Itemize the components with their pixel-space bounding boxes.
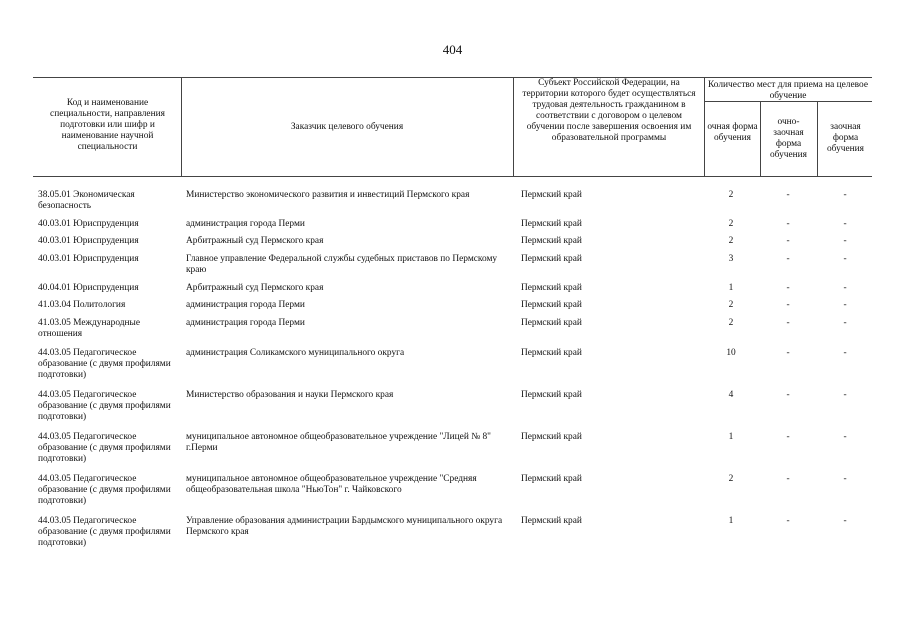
col-divider bbox=[760, 101, 761, 176]
parttime-places: - bbox=[843, 300, 847, 310]
mixed-places: - bbox=[786, 390, 790, 400]
specialty-code: 40.04.01 Юриспруденция bbox=[38, 283, 139, 293]
col-divider bbox=[704, 77, 705, 176]
federal-subject: Пермский край bbox=[521, 254, 582, 264]
header-places: Количество мест для приема на целевое обучение bbox=[708, 80, 868, 101]
fulltime-places: 3 bbox=[728, 254, 734, 264]
customer-name: администрация города Перми bbox=[186, 300, 305, 310]
mixed-places: - bbox=[786, 516, 790, 526]
federal-subject: Пермский край bbox=[521, 236, 582, 246]
parttime-places: - bbox=[843, 236, 847, 246]
customer-name: муниципальное автономное общеобразовательное учреждение "Лицей № 8" г.Перми bbox=[186, 432, 492, 453]
federal-subject: Пермский край bbox=[521, 348, 582, 358]
mixed-places: - bbox=[786, 300, 790, 310]
federal-subject: Пермский край bbox=[521, 474, 582, 484]
parttime-places: - bbox=[843, 390, 847, 400]
parttime-places: - bbox=[843, 516, 847, 526]
mixed-places: - bbox=[786, 254, 790, 264]
customer-name: Арбитражный суд Пермского края bbox=[186, 236, 324, 246]
customer-name: Арбитражный суд Пермского края bbox=[186, 283, 324, 293]
customer-name: администрация города Перми bbox=[186, 219, 305, 229]
specialty-code: 44.03.05 Педагогическое образование (с двумя профилями подготовки) bbox=[38, 348, 171, 380]
fulltime-places: 10 bbox=[726, 348, 736, 358]
mixed-places: - bbox=[786, 283, 790, 293]
federal-subject: Пермский край bbox=[521, 300, 582, 310]
federal-subject: Пермский край bbox=[521, 283, 582, 293]
header-top-rule bbox=[33, 77, 872, 78]
customer-name: Управление образования администрации Бардымского муниципального округа Пермского края bbox=[186, 516, 503, 537]
customer-name: муниципальное автономное общеобразовательное учреждение "Средняя общеобразовательная школа "НьюТон" г. Чайковского bbox=[186, 474, 477, 495]
specialty-code: 44.03.05 Педагогическое образование (с двумя профилями подготовки) bbox=[38, 516, 171, 548]
federal-subject: Пермский край bbox=[521, 432, 582, 442]
specialty-code: 44.03.05 Педагогическое образование (с двумя профилями подготовки) bbox=[38, 390, 171, 422]
parttime-places: - bbox=[843, 348, 847, 358]
specialty-code: 44.03.05 Педагогическое образование (с двумя профилями подготовки) bbox=[38, 474, 171, 506]
parttime-places: - bbox=[843, 432, 847, 442]
specialty-code: 40.03.01 Юриспруденция bbox=[38, 219, 139, 229]
header-parttime: заочная форма обучения bbox=[826, 122, 864, 154]
page-number: 404 bbox=[442, 42, 463, 57]
customer-name: администрация Соликамского муниципального округа bbox=[186, 348, 405, 358]
fulltime-places: 2 bbox=[728, 300, 734, 310]
parttime-places: - bbox=[843, 283, 847, 293]
mixed-places: - bbox=[786, 190, 790, 200]
specialty-code: 38.05.01 Экономическая безопасность bbox=[38, 190, 135, 211]
col-divider bbox=[181, 77, 182, 176]
mixed-places: - bbox=[786, 236, 790, 246]
federal-subject: Пермский край bbox=[521, 219, 582, 229]
header-fulltime: очная форма обучения bbox=[707, 122, 758, 143]
mixed-places: - bbox=[786, 348, 790, 358]
parttime-places: - bbox=[843, 219, 847, 229]
header-customer: Заказчик целевого обучения bbox=[290, 122, 404, 132]
mixed-places: - bbox=[786, 432, 790, 442]
federal-subject: Пермский край bbox=[521, 390, 582, 400]
fulltime-places: 1 bbox=[728, 432, 734, 442]
parttime-places: - bbox=[843, 474, 847, 484]
fulltime-places: 2 bbox=[728, 190, 734, 200]
header-subject: Субъект Российской Федерации, на территории которого будет осуществляться трудовая деятельность гражданином в соответствии с договором о целевом обучении после завершения освоения им образовательной программы bbox=[522, 78, 696, 143]
federal-subject: Пермский край bbox=[521, 516, 582, 526]
specialty-code: 41.03.04 Политология bbox=[38, 300, 126, 310]
mixed-places: - bbox=[786, 318, 790, 328]
customer-name: Министерство образования и науки Пермского края bbox=[186, 390, 394, 400]
fulltime-places: 2 bbox=[728, 318, 734, 328]
customer-name: администрация города Перми bbox=[186, 318, 305, 328]
col-divider bbox=[817, 101, 818, 176]
parttime-places: - bbox=[843, 318, 847, 328]
specialty-code: 41.03.05 Международные отношения bbox=[38, 318, 140, 339]
federal-subject: Пермский край bbox=[521, 318, 582, 328]
col-divider bbox=[513, 77, 514, 176]
parttime-places: - bbox=[843, 254, 847, 264]
header-mixed: очно-заочная форма обучения bbox=[769, 117, 807, 160]
customer-name: Министерство экономического развития и инвестиций Пермского края bbox=[186, 190, 470, 200]
fulltime-places: 2 bbox=[728, 474, 734, 484]
mixed-places: - bbox=[786, 474, 790, 484]
fulltime-places: 4 bbox=[728, 390, 734, 400]
header-code: Код и наименование специальности, направления подготовки или шифр и наименование научной специальности bbox=[50, 98, 165, 152]
mixed-places: - bbox=[786, 219, 790, 229]
specialty-code: 40.03.01 Юриспруденция bbox=[38, 254, 139, 264]
parttime-places: - bbox=[843, 190, 847, 200]
specialty-code: 44.03.05 Педагогическое образование (с двумя профилями подготовки) bbox=[38, 432, 171, 464]
fulltime-places: 1 bbox=[728, 283, 734, 293]
federal-subject: Пермский край bbox=[521, 190, 582, 200]
specialty-code: 40.03.01 Юриспруденция bbox=[38, 236, 139, 246]
fulltime-places: 1 bbox=[728, 516, 734, 526]
header-bottom-rule bbox=[33, 176, 872, 177]
fulltime-places: 2 bbox=[728, 236, 734, 246]
fulltime-places: 2 bbox=[728, 219, 734, 229]
customer-name: Главное управление Федеральной службы судебных приставов по Пермскому краю bbox=[186, 254, 498, 275]
